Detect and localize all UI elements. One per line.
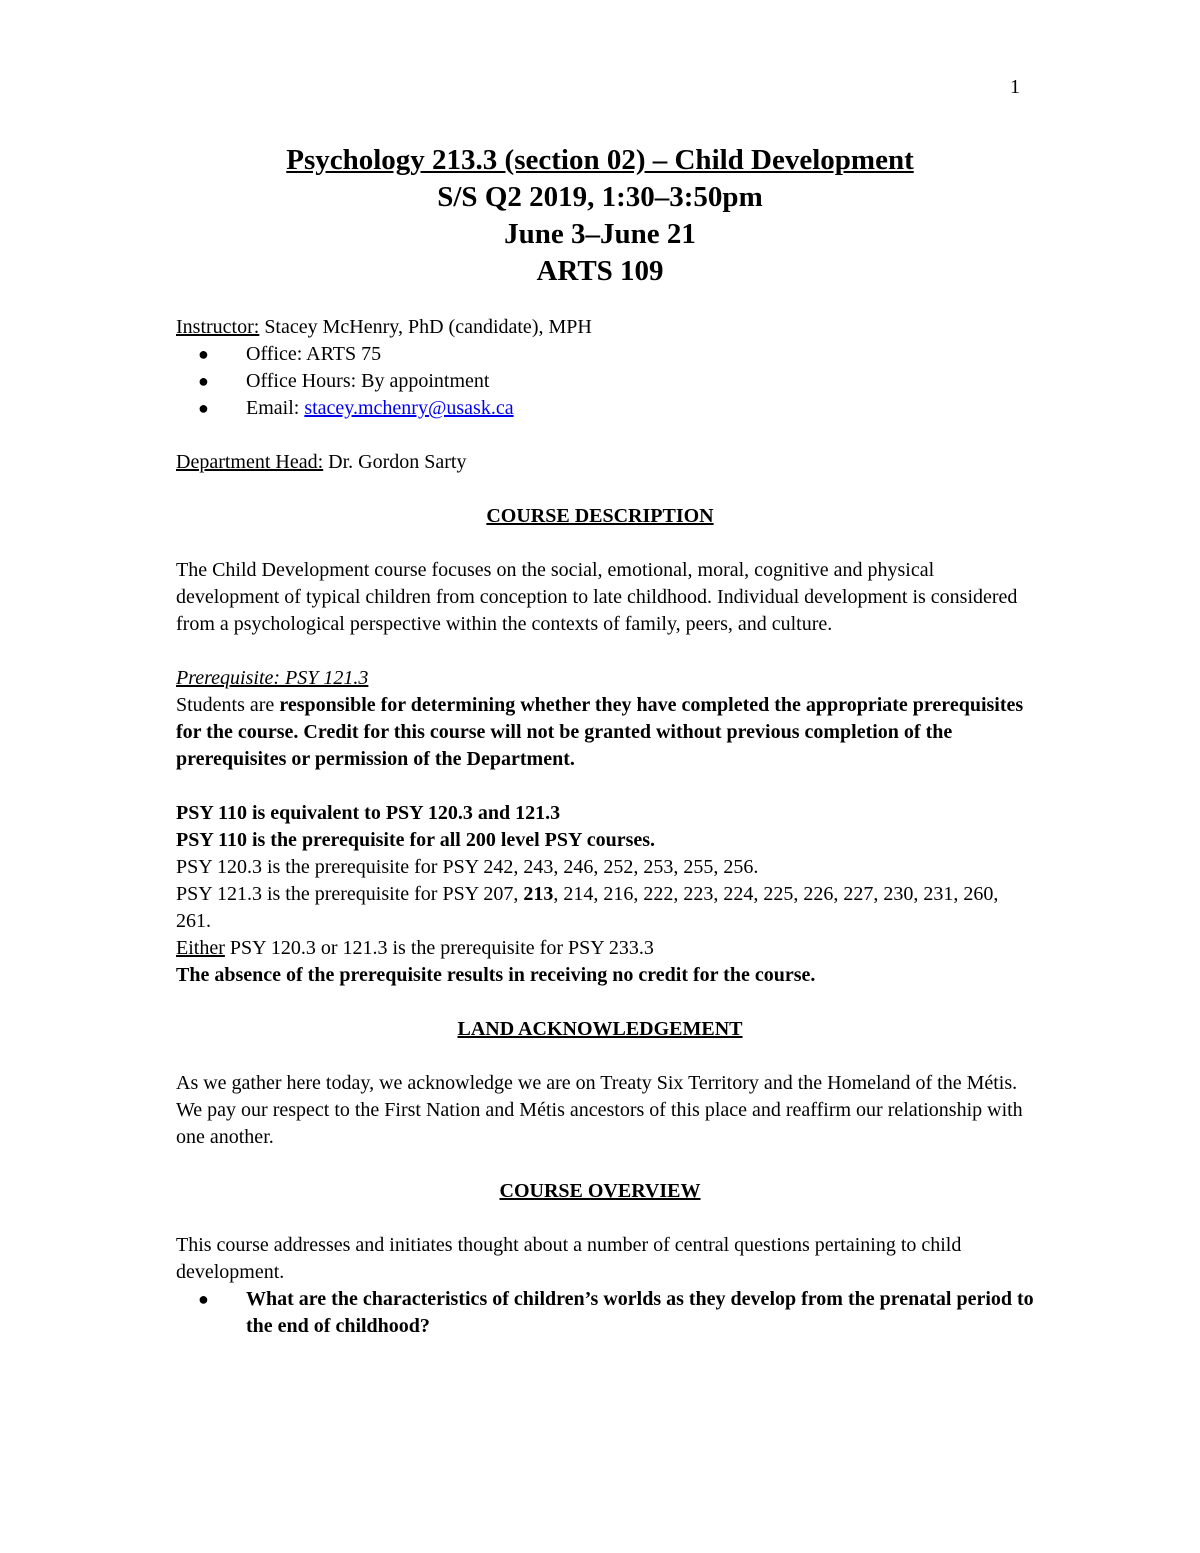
course-term-time: S/S Q2 2019, 1:30–3:50pm [437, 181, 763, 213]
instructor-details-list [176, 341, 1036, 422]
either-word: Either [176, 937, 225, 959]
land-acknowledgement-heading: LAND ACKNOWLEDGEMENT [457, 1018, 743, 1040]
psy121-line [176, 881, 1036, 935]
department-head-label: Department Head: [176, 451, 324, 473]
email-link[interactable]: stacey.mchenry@usask.ca [304, 397, 514, 419]
bullet-icon: ● [198, 371, 209, 391]
office-text: Office: ARTS 75 [246, 343, 382, 365]
page-number: 1 [1010, 76, 1020, 98]
overview-question: What are the characteristics of children’s worlds as they develop from the prenatal period to the end of childhood? [246, 1288, 1034, 1337]
instructor-name: Stacey McHenry, PhD (candidate), MPH [259, 316, 592, 338]
course-title: Psychology 213.3 (section 02) – Child Development [286, 144, 914, 176]
list-item [176, 1286, 1036, 1340]
course-dates: June 3–June 21 [504, 218, 696, 250]
absence-line: The absence of the prerequisite results in receiving no credit for the course. [176, 964, 816, 986]
department-head-line [176, 449, 1036, 476]
psy121-pre: PSY 121.3 is the prerequisite for PSY 207, [176, 883, 524, 905]
prereq-all-line: PSY 110 is the prerequisite for all 200 level PSY courses. [176, 829, 656, 851]
land-acknowledgement-body: As we gather here today, we acknowledge we are on Treaty Six Territory and the Homeland of the Métis. We pay our respect to the First Nation and Métis ancestors of this place and reaffirm our relationship with one another. [176, 1072, 1023, 1148]
bullet-icon: ● [198, 344, 209, 364]
course-description-body: The Child Development course focuses on the social, emotional, moral, cognitive and physical development of typical children from conception to late childhood. Individual development is considered from a psychological perspective within the contexts of family, peers, and culture. [176, 559, 1018, 635]
department-head-name: Dr. Gordon Sarty [323, 451, 467, 473]
overview-questions-list [176, 1286, 1036, 1340]
psy120-line: PSY 120.3 is the prerequisite for PSY 242, 243, 246, 252, 253, 255, 256. [176, 856, 759, 878]
document-body [176, 314, 1036, 1340]
course-description-heading: COURSE DESCRIPTION [486, 505, 714, 527]
either-line [176, 935, 1036, 962]
instructor-line [176, 314, 1036, 341]
bullet-icon: ● [198, 1289, 209, 1309]
bullet-icon: ● [198, 398, 209, 418]
list-item [176, 368, 1036, 395]
course-overview-heading: COURSE OVERVIEW [499, 1180, 701, 1202]
equivalence-line: PSY 110 is equivalent to PSY 120.3 and 121.3 [176, 802, 561, 824]
office-hours-text: Office Hours: By appointment [246, 370, 490, 392]
students-bold: responsible for determining whether they have completed the appropriate prerequisites for the course. Credit for this course will not be granted without previous completion of the prerequisites or permission of the Department. [176, 694, 1024, 770]
course-overview-body: This course addresses and initiates thought about a number of central questions pertaining to child development. [176, 1234, 962, 1283]
list-item [176, 341, 1036, 368]
document-title-block [0, 142, 1200, 290]
psy121-bold: 213 [523, 883, 554, 905]
students-plain: Students are [176, 694, 280, 716]
list-item [176, 395, 1036, 422]
psy121-post: , 214, 216, 222, 223, 224, 225, 226, 227, 230, 231, 260, 261. [176, 883, 999, 932]
prerequisite-label: Prerequisite: PSY 121.3 [176, 667, 369, 689]
email-label: Email: [246, 397, 305, 419]
either-rest: PSY 120.3 or 121.3 is the prerequisite for PSY 233.3 [224, 937, 654, 959]
instructor-label: Instructor: [176, 316, 260, 338]
prerequisite-responsibility [176, 692, 1036, 773]
course-room: ARTS 109 [536, 255, 664, 287]
